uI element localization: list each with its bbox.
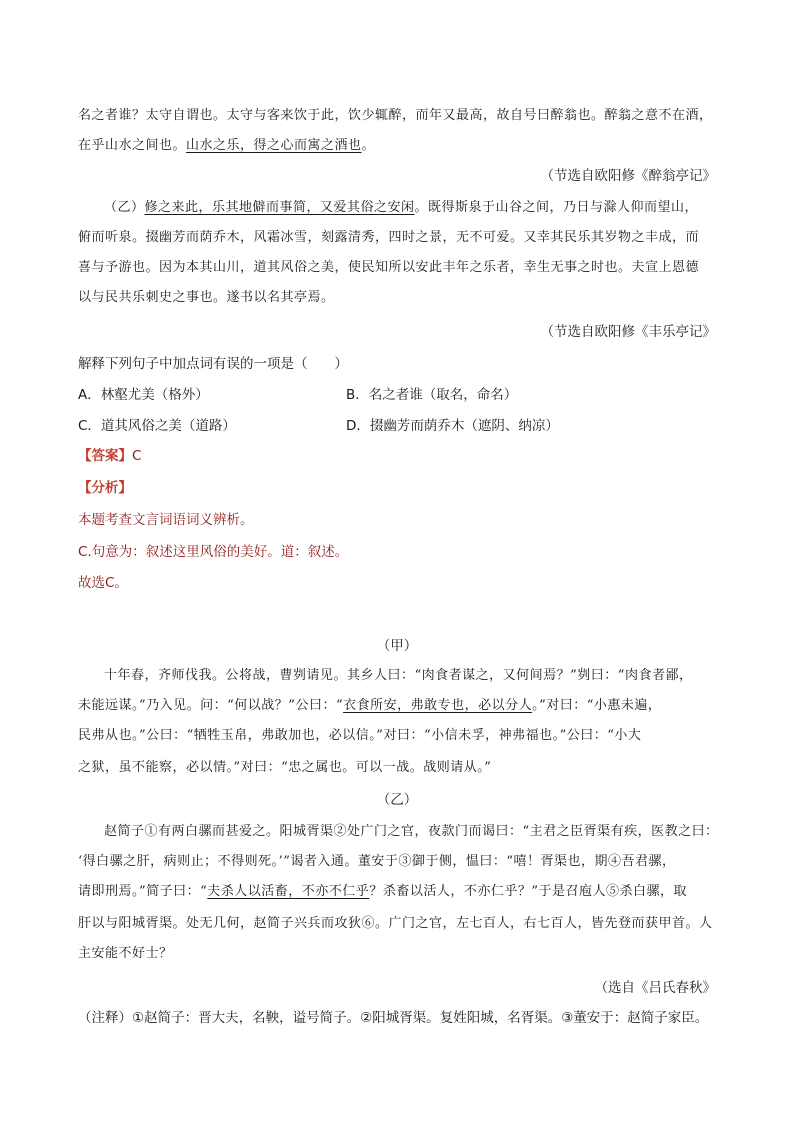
option-d: D．掇幽芳而荫乔木（遮阴、纳凉） <box>346 418 559 434</box>
passage2-line1-rest: 。既得斯泉于山谷之间，乃日与滁人仰而望山， <box>414 200 699 215</box>
answer-label: 【答案】 <box>78 448 132 464</box>
text2-title-jia: （甲） <box>376 638 418 654</box>
passage1-line1: 名之者谁？太守自谓也。太守与客来饮于此，饮少辄醉，而年又最高，故自号曰醉翁也。醉翁之意不在酒， <box>78 108 713 123</box>
jia-line2-start: 未能远谋。”乃入见。问：“何以战？”公曰：“ <box>78 698 344 713</box>
analysis-line3: 故选C。 <box>78 575 128 591</box>
underlined-sentence: 山水之乐，得之心而寓之酒也 <box>186 138 362 153</box>
passage1-source: （节选自欧阳修《醉翁亭记》 <box>540 168 716 184</box>
passage2-line1 <box>104 196 698 215</box>
underlined-sentence: 夫杀人以活畜，不亦不仁乎 <box>207 884 370 899</box>
answer-line <box>78 444 141 464</box>
yi-line3-start: 请即刑焉。”简子曰：“ <box>78 884 208 899</box>
yi-line3 <box>78 880 687 899</box>
yi-line2: ‘得白骡之肝，病则止；不得则死。’”谒者入通。董安于③御于侧，愠曰：“嘻！胥渠也，期④吾君骡， <box>78 854 676 869</box>
analysis-line2: C.句意为：叙述这里风俗的美好。道：叙述。 <box>78 544 349 560</box>
yi-line3-end: ？杀畜以活人，不亦仁乎？”于是召庖人⑤杀白骡，取 <box>369 884 687 899</box>
option-a: A．林壑尤美（格外） <box>78 387 209 403</box>
yi-line5: 主安能不好士？ <box>78 946 173 961</box>
passage2-line3: 喜与予游也。因为本其山川，道其风俗之美，使民知所以安此丰年之乐者，幸生无事之时也。夫宣上恩德 <box>78 260 700 275</box>
text2-title-yi: （乙） <box>376 792 418 808</box>
analysis-line1: 本题考查文言词语词义辨析。 <box>78 512 254 528</box>
passage2-label: （乙） <box>104 200 145 215</box>
passage2-source: （节选自欧阳修《丰乐亭记》 <box>540 324 716 340</box>
jia-line2-end: 。”对曰：“小惠未遍， <box>532 698 662 713</box>
question-stem: 解释下列句子中加点词有误的一项是（ ） <box>78 356 348 372</box>
jia-line4: 之狱，虽不能察，必以情。”对曰：“忠之属也。可以一战。战则请从。” <box>78 760 492 775</box>
option-c: C．道其风俗之美（道路） <box>78 418 236 434</box>
passage1-line2 <box>78 134 375 153</box>
notes: （注释）①赵简子：晋大夫，名鞅，谥号简子。②阳城胥渠。复姓阳城，名胥渠。③董安于：赵简子家臣。 <box>78 1010 709 1026</box>
jia-line2 <box>78 694 661 713</box>
underlined-sentence: 衣食所安，弗敢专也，必以分人 <box>343 698 533 713</box>
text2-source: （选自《吕氏春秋》 <box>594 980 716 996</box>
yi-line4: 肝以与阳城胥渠。处无几何，赵简子兴兵而攻狄⑥。广门之官，左七百人，右七百人，皆先登而获甲首。人 <box>78 916 713 931</box>
answer-value: C <box>132 448 142 464</box>
jia-line3: 民弗从也。”公曰：“牺牲玉帛，弗敢加也，必以信。”对曰：“小信未孚，神弗福也。”公曰：“小大 <box>78 728 642 743</box>
punct: 。 <box>361 138 376 153</box>
jia-line1: 十年春，齐师伐我。公将战，曹刿请见。其乡人曰：“肉食者谋之，又何间焉？”刿曰：“肉食者鄙， <box>104 668 693 683</box>
yi-line1: 赵简子①有两白骡而甚爱之。阳城胥渠②处广门之官，夜款门而谒曰：“主君之臣胥渠有疾，医教之曰： <box>104 824 719 839</box>
option-b: B．名之者谁（取名，命名） <box>346 387 518 403</box>
passage1-line2-text: 在乎山水之间也。 <box>78 138 187 153</box>
analysis-label: 【分析】 <box>78 480 132 496</box>
passage2-line2: 俯而听泉。掇幽芳而荫乔木，风霜冰雪，刻露清秀，四时之景，无不可爱。又幸其民乐其岁物之丰成，而 <box>78 230 700 245</box>
underlined-sentence: 修之来此，乐其地僻而事简，又爱其俗之安闲 <box>144 200 415 215</box>
passage2-line4: 以与民共乐刺史之事也。遂书以名其亭焉。 <box>78 290 335 305</box>
